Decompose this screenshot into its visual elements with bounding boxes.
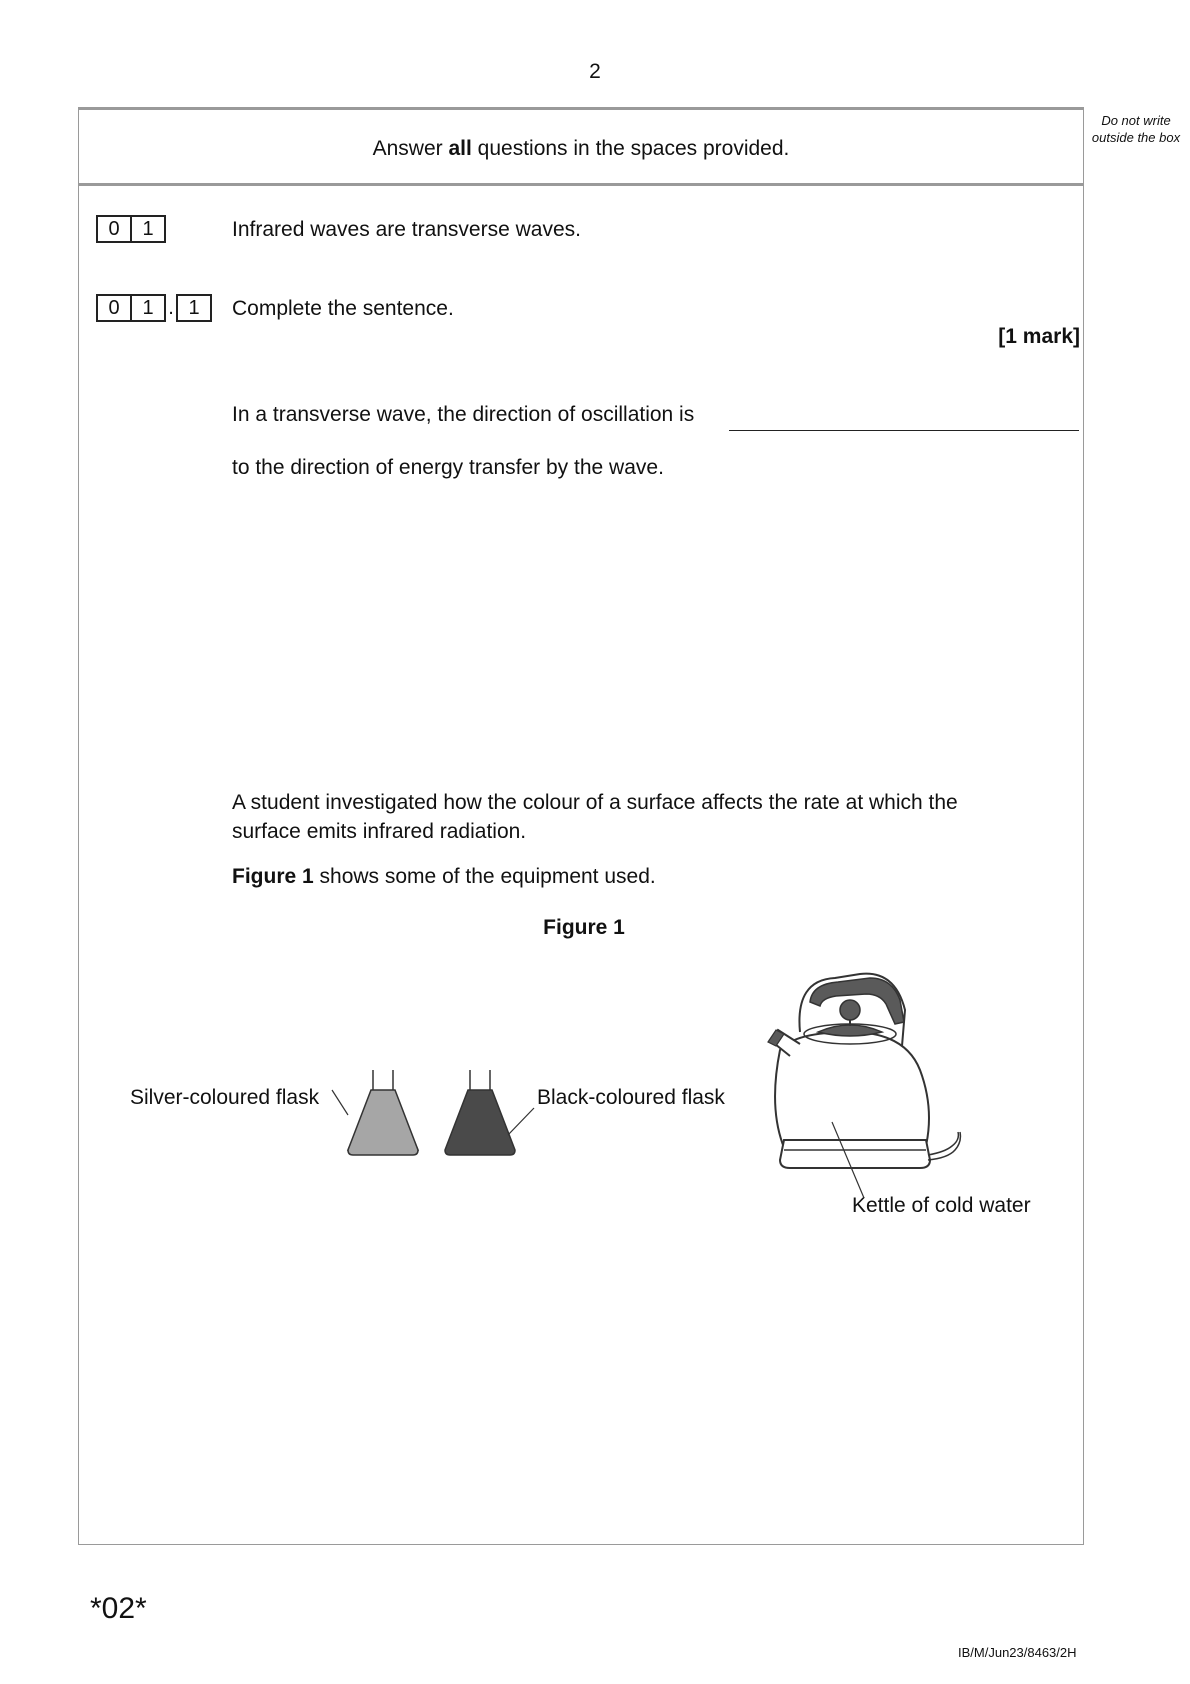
paper-reference-code: IB/M/Jun23/8463/2H xyxy=(958,1645,1077,1660)
sentence-start: In a transverse wave, the direction of oscillation is xyxy=(232,403,695,426)
question-01-1-prompt: Complete the sentence. xyxy=(232,297,454,320)
margin-note: Do not write outside the box xyxy=(1091,113,1181,145)
black-flask-icon xyxy=(445,1070,515,1155)
instruction-before: Answer xyxy=(372,137,449,160)
question-part-box xyxy=(176,294,212,322)
question-digit: 1 xyxy=(130,217,164,241)
figure-reference-bold: Figure 1 xyxy=(232,865,314,888)
question-01-1-number xyxy=(96,294,212,322)
page-number: 2 xyxy=(589,60,601,83)
marks-label: [1 mark] xyxy=(998,325,1080,348)
question-01-stem: Infrared waves are transverse waves. xyxy=(232,218,581,241)
sentence-end: to the direction of energy transfer by the wave. xyxy=(232,456,664,479)
silver-flask-icon xyxy=(348,1070,418,1155)
question-digit: 1 xyxy=(188,297,200,319)
answer-line[interactable] xyxy=(729,429,1079,431)
question-digit: 0 xyxy=(108,297,120,319)
page-footer-code: *02* xyxy=(90,1592,147,1625)
instruction-text xyxy=(78,137,1084,161)
question-number-box xyxy=(96,215,166,243)
question-separator: . xyxy=(168,297,174,319)
silver-flask-leader xyxy=(332,1090,348,1115)
black-flask-leader xyxy=(508,1108,534,1135)
instruction-bold: all xyxy=(448,137,472,160)
question-digit: 0 xyxy=(108,218,120,240)
kettle-label: Kettle of cold water xyxy=(852,1194,1031,1217)
instruction-after: questions in the spaces provided. xyxy=(471,137,790,160)
figure-title: Figure 1 xyxy=(543,916,625,939)
black-flask-label: Black-coloured flask xyxy=(537,1086,725,1109)
kettle-icon xyxy=(768,974,960,1168)
question-number-box xyxy=(96,294,166,322)
investigation-text: A student investigated how the colour of a surface affects the rate at which the surface emits infrared radiation. xyxy=(232,791,958,843)
question-01-number xyxy=(96,215,166,243)
figure-reference xyxy=(232,862,656,891)
silver-flask-label: Silver-coloured flask xyxy=(130,1086,320,1109)
figure-reference-rest: shows some of the equipment used. xyxy=(313,865,656,888)
question-digit: 1 xyxy=(130,296,164,320)
